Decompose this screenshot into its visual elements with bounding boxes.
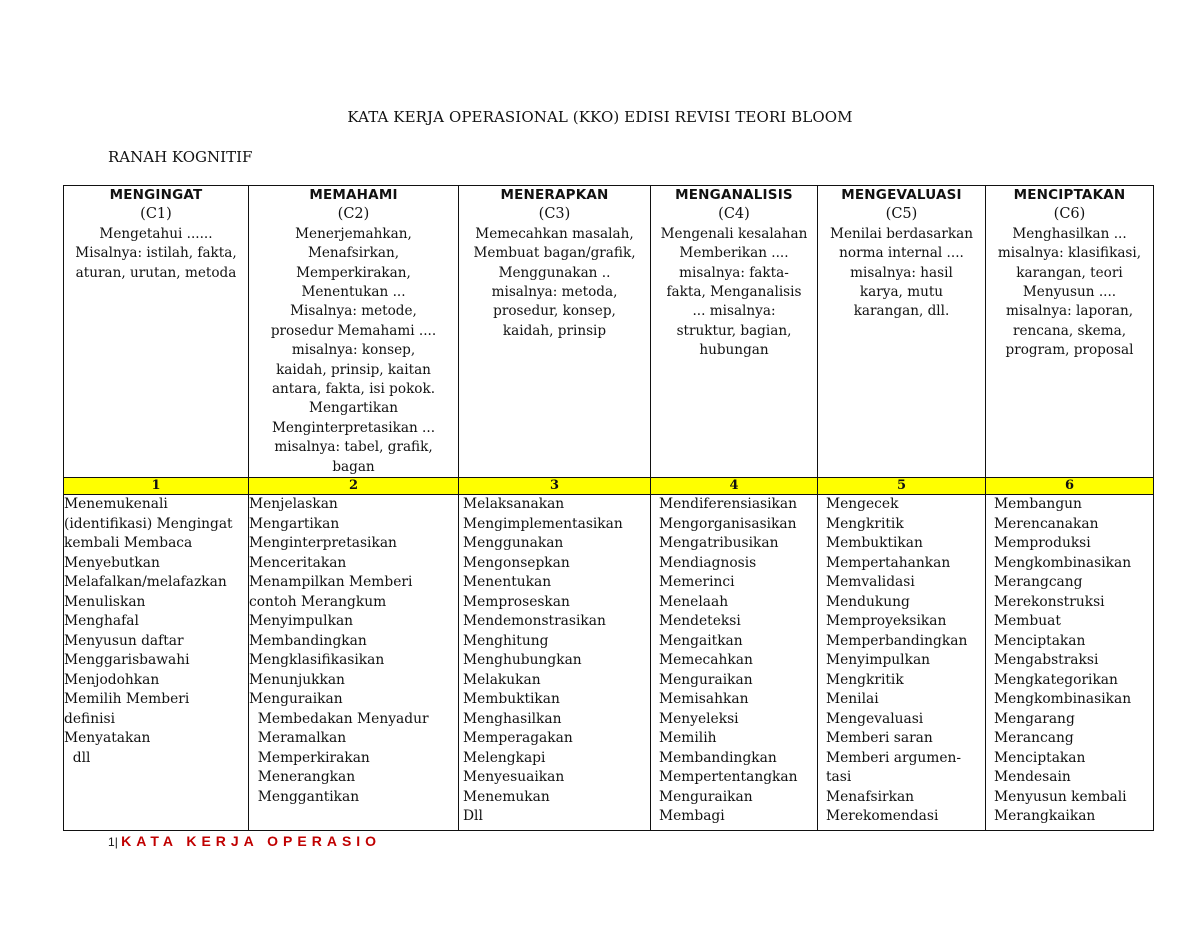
verb-item: Menelaah <box>659 593 729 610</box>
verb-list-mengingat <box>64 495 249 831</box>
verb-item: Menemukenali <box>64 496 168 513</box>
level-description <box>249 225 458 477</box>
description-line: misalnya: metoda, <box>491 284 618 301</box>
level-name: MENGEVALUASI <box>841 187 962 203</box>
verb-item: Merekomendasi <box>826 808 939 825</box>
description-line: Menerjemahkan, <box>295 225 412 242</box>
verb-item: Mengarang <box>994 710 1075 727</box>
verb-item: Menceritakan <box>249 554 347 571</box>
verb-item: Mengkombinasikan <box>994 691 1132 708</box>
description-line: Menghasilkan ... <box>1012 225 1127 242</box>
verb-item: Menguraikan <box>659 788 753 805</box>
verb-item: Mendukung <box>826 593 910 610</box>
verb-item: Memisahkan <box>659 691 749 708</box>
verb-item: Menginterpretasikan <box>249 535 397 552</box>
description-line: prosedur, konsep, <box>493 303 616 320</box>
header-cell-menerapkan <box>459 186 651 478</box>
description-line: misalnya: tabel, grafik, <box>274 439 433 456</box>
verb-item: Membangun <box>994 496 1082 513</box>
verb-item: dll <box>64 749 91 766</box>
verb-item: Menyusun daftar <box>64 632 184 649</box>
verb-item: Mendiferensiasikan <box>659 496 798 513</box>
description-line: fakta, Menganalisis <box>666 284 802 301</box>
footer-text: KATA KERJA OPERASIO <box>121 833 382 849</box>
verb-item: Mengkombinasikan <box>994 554 1132 571</box>
verb-item: Memecahkan <box>659 652 753 669</box>
description-line: Menggunakan .. <box>498 264 611 281</box>
verb-item: Menciptakan <box>994 632 1086 649</box>
verb-item: Melakukan <box>463 671 541 688</box>
verb-item: Merencanakan <box>994 515 1099 532</box>
verb-item: Menilai <box>826 691 879 708</box>
verb-item: Mengkritik <box>826 515 904 532</box>
header-cell-mengingat <box>64 186 249 478</box>
verb-item: Menampilkan Memberi <box>249 574 413 591</box>
description-line: misalnya: klasifikasi, <box>997 245 1142 262</box>
description-line: hubungan <box>699 342 769 359</box>
verb-item: Memperagakan <box>463 730 573 747</box>
page-title: KATA KERJA OPERASIONAL (KKO) EDISI REVISI TEORI BLOOM <box>347 108 853 126</box>
description-line: Memecahkan masalah, <box>475 225 634 242</box>
verb-item: (identifikasi) Mengingat <box>64 515 233 532</box>
verb-item: contoh Merangkum <box>249 593 387 610</box>
number-row <box>64 478 1154 495</box>
description-line: karangan, dll. <box>853 303 950 320</box>
verb-item: Menjelaskan <box>249 496 338 513</box>
verb-item: Merangcang <box>994 574 1083 591</box>
verb-list-mengevaluasi <box>818 495 986 831</box>
verbs-row <box>64 495 1154 831</box>
verb-list-menganalisis <box>651 495 818 831</box>
verb-item: Membandingkan <box>249 632 367 649</box>
verb-item: Menguraikan <box>249 691 343 708</box>
verb-item: Mengartikan <box>249 515 340 532</box>
verb-list-menerapkan <box>459 495 651 831</box>
header-row <box>64 186 1154 478</box>
description-line: kaidah, prinsip, kaitan <box>276 361 431 378</box>
verb-item: Mengatribusikan <box>659 535 779 552</box>
verb-item: Mengecek <box>826 496 899 513</box>
description-line: Menginterpretasikan ... <box>271 419 436 436</box>
level-number: 4 <box>651 478 818 495</box>
level-number: 1 <box>64 478 249 495</box>
verb-item: Melafalkan/melafazkan <box>64 574 227 591</box>
level-number: 5 <box>818 478 986 495</box>
level-code: (C6) <box>1053 206 1086 223</box>
verb-list-menciptakan <box>986 495 1154 831</box>
verb-item: Mengklasifikasikan <box>249 652 385 669</box>
verb-item: Memilih <box>659 730 717 747</box>
verb-item: Mendemonstrasikan <box>463 613 606 630</box>
footer-separator: | <box>114 835 118 849</box>
verb-item: Mempertahankan <box>826 554 951 571</box>
verb-item: Membuktikan <box>826 535 923 552</box>
verb-item: Memvalidasi <box>826 574 915 591</box>
verb-item: Memilih Memberi <box>64 691 190 708</box>
verb-item: Mengaitkan <box>659 632 743 649</box>
header-cell-memahami <box>249 186 459 478</box>
level-description <box>64 225 248 283</box>
description-line: Mengetahui ...... <box>99 225 213 242</box>
description-line: misalnya: hasil <box>850 264 953 281</box>
description-line: Mengartikan <box>309 400 398 417</box>
verb-item: Membagi <box>659 808 725 825</box>
description-line: struktur, bagian, <box>676 322 792 339</box>
verb-item: Menyebutkan <box>64 554 160 571</box>
verb-item: Menyimpulkan <box>249 613 354 630</box>
verb-item: Melengkapi <box>463 749 546 766</box>
description-line: misalnya: konsep, <box>291 342 416 359</box>
verb-item: Menghubungkan <box>463 652 582 669</box>
verb-item: Menerangkan <box>249 769 356 786</box>
level-name: MENGANALISIS <box>675 187 793 203</box>
verb-item: Mengonsepkan <box>463 554 570 571</box>
header-cell-mengevaluasi <box>818 186 986 478</box>
level-description <box>651 225 817 361</box>
page-footer <box>108 833 381 849</box>
level-number: 2 <box>249 478 459 495</box>
level-description <box>986 225 1153 361</box>
level-name: MEMAHAMI <box>309 187 398 203</box>
verb-item: Memperkirakan <box>249 749 370 766</box>
header-cell-menganalisis <box>651 186 818 478</box>
description-line: misalnya: fakta- <box>679 264 789 281</box>
description-line: ... misalnya: <box>692 303 776 320</box>
verb-item: Mempertentangkan <box>659 769 798 786</box>
verb-item: Menguraikan <box>659 671 753 688</box>
level-number: 6 <box>986 478 1154 495</box>
verb-item: Menyesuaikan <box>463 769 565 786</box>
verb-item: Menuliskan <box>64 593 146 610</box>
verb-list-memahami <box>249 495 459 831</box>
verb-item: Membuat <box>994 613 1061 630</box>
level-code: (C1) <box>140 206 172 223</box>
description-line: antara, fakta, isi pokok. <box>271 381 436 398</box>
description-line: misalnya: laporan, <box>1005 303 1134 320</box>
verb-item: Menafsirkan <box>826 788 915 805</box>
description-line: program, proposal <box>1005 342 1134 359</box>
description-line: Menilai berdasarkan <box>830 225 973 242</box>
verb-item: Merangkaikan <box>994 808 1096 825</box>
verb-item: Mengevaluasi <box>826 710 924 727</box>
verb-item: Memperbandingkan <box>826 632 968 649</box>
verb-item: Mendesain <box>994 769 1071 786</box>
verb-item: Menghafal <box>64 613 139 630</box>
header-cell-menciptakan <box>986 186 1154 478</box>
verb-item: Merancang <box>994 730 1074 747</box>
verb-item: definisi <box>64 710 115 727</box>
verb-item: Mengimplementasikan <box>463 515 623 532</box>
verb-item: Menyimpulkan <box>826 652 931 669</box>
verb-item: Menyusun kembali <box>994 788 1127 805</box>
description-line: bagan <box>332 458 375 475</box>
level-name: MENGINGAT <box>109 187 203 203</box>
description-line: kaidah, prinsip <box>502 322 607 339</box>
description-line: Mengenali kesalahan <box>660 225 808 242</box>
level-number: 3 <box>459 478 651 495</box>
description-line: aturan, urutan, metoda <box>75 264 237 281</box>
verb-item: Menyeleksi <box>659 710 739 727</box>
verb-item: Menemukan <box>463 788 550 805</box>
level-description <box>459 225 650 341</box>
description-line: karangan, teori <box>1016 264 1123 281</box>
description-line: Menafsirkan, <box>307 245 400 262</box>
verb-item: Menciptakan <box>994 749 1086 766</box>
description-line: Misalnya: istilah, fakta, <box>75 245 237 262</box>
description-line: Memperkirakan, <box>296 264 411 281</box>
description-line: Menentukan ... <box>301 284 406 301</box>
verb-item: tasi <box>826 769 852 786</box>
page-number: 1 <box>108 835 115 849</box>
level-code: (C5) <box>885 206 918 223</box>
description-line: prosedur Memahami .... <box>270 322 437 339</box>
verb-item: Menjodohkan <box>64 671 160 688</box>
verb-item: Mengkritik <box>826 671 904 688</box>
verb-item: Melaksanakan <box>463 496 565 513</box>
kko-table <box>63 185 1154 831</box>
verb-item: Mengorganisasikan <box>659 515 797 532</box>
verb-item: Memproseskan <box>463 593 570 610</box>
description-line: Misalnya: metode, <box>290 303 417 320</box>
verb-item: Memerinci <box>659 574 735 591</box>
description-line: Membuat bagan/grafik, <box>473 245 636 262</box>
verb-item: Mendiagnosis <box>659 554 757 571</box>
verb-item: Menunjukkan <box>249 671 345 688</box>
verb-item: Menyatakan <box>64 730 151 747</box>
verb-item: Menentukan <box>463 574 552 591</box>
verb-item: Memberi argumen- <box>826 749 962 766</box>
verb-item: Menghitung <box>463 632 549 649</box>
description-line: karya, mutu <box>859 284 944 301</box>
verb-item: Menggantikan <box>249 788 360 805</box>
description-line: norma internal .... <box>839 245 964 262</box>
verb-item: Membedakan Menyadur <box>249 710 429 727</box>
level-name: MENERAPKAN <box>500 187 609 203</box>
level-name: MENCIPTAKAN <box>1013 187 1126 203</box>
verb-item: Menggunakan <box>463 535 564 552</box>
section-label: RANAH KOGNITIF <box>108 148 253 166</box>
level-code: (C4) <box>718 206 750 223</box>
verb-item: Merekonstruksi <box>994 593 1105 610</box>
verb-item: Mendeteksi <box>659 613 741 630</box>
verb-item: Mengabstraksi <box>994 652 1099 669</box>
level-code: (C2) <box>337 206 370 223</box>
level-code: (C3) <box>538 206 571 223</box>
verb-item: Membuktikan <box>463 691 560 708</box>
verb-item: kembali Membaca <box>64 535 193 552</box>
description-line: rencana, skema, <box>1012 322 1127 339</box>
verb-item: Membandingkan <box>659 749 777 766</box>
verb-item: Memproyeksikan <box>826 613 947 630</box>
description-line: Memberikan .... <box>679 245 789 262</box>
verb-item: Memberi saran <box>826 730 933 747</box>
verb-item: Mengkategorikan <box>994 671 1118 688</box>
verb-item: Dll <box>463 808 483 825</box>
verb-item: Menggarisbawahi <box>64 652 190 669</box>
level-description <box>818 225 985 322</box>
verb-item: Memproduksi <box>994 535 1091 552</box>
verb-item: Menghasilkan <box>463 710 562 727</box>
description-line: Menyusun .... <box>1022 284 1117 301</box>
verb-item: Meramalkan <box>249 730 347 747</box>
